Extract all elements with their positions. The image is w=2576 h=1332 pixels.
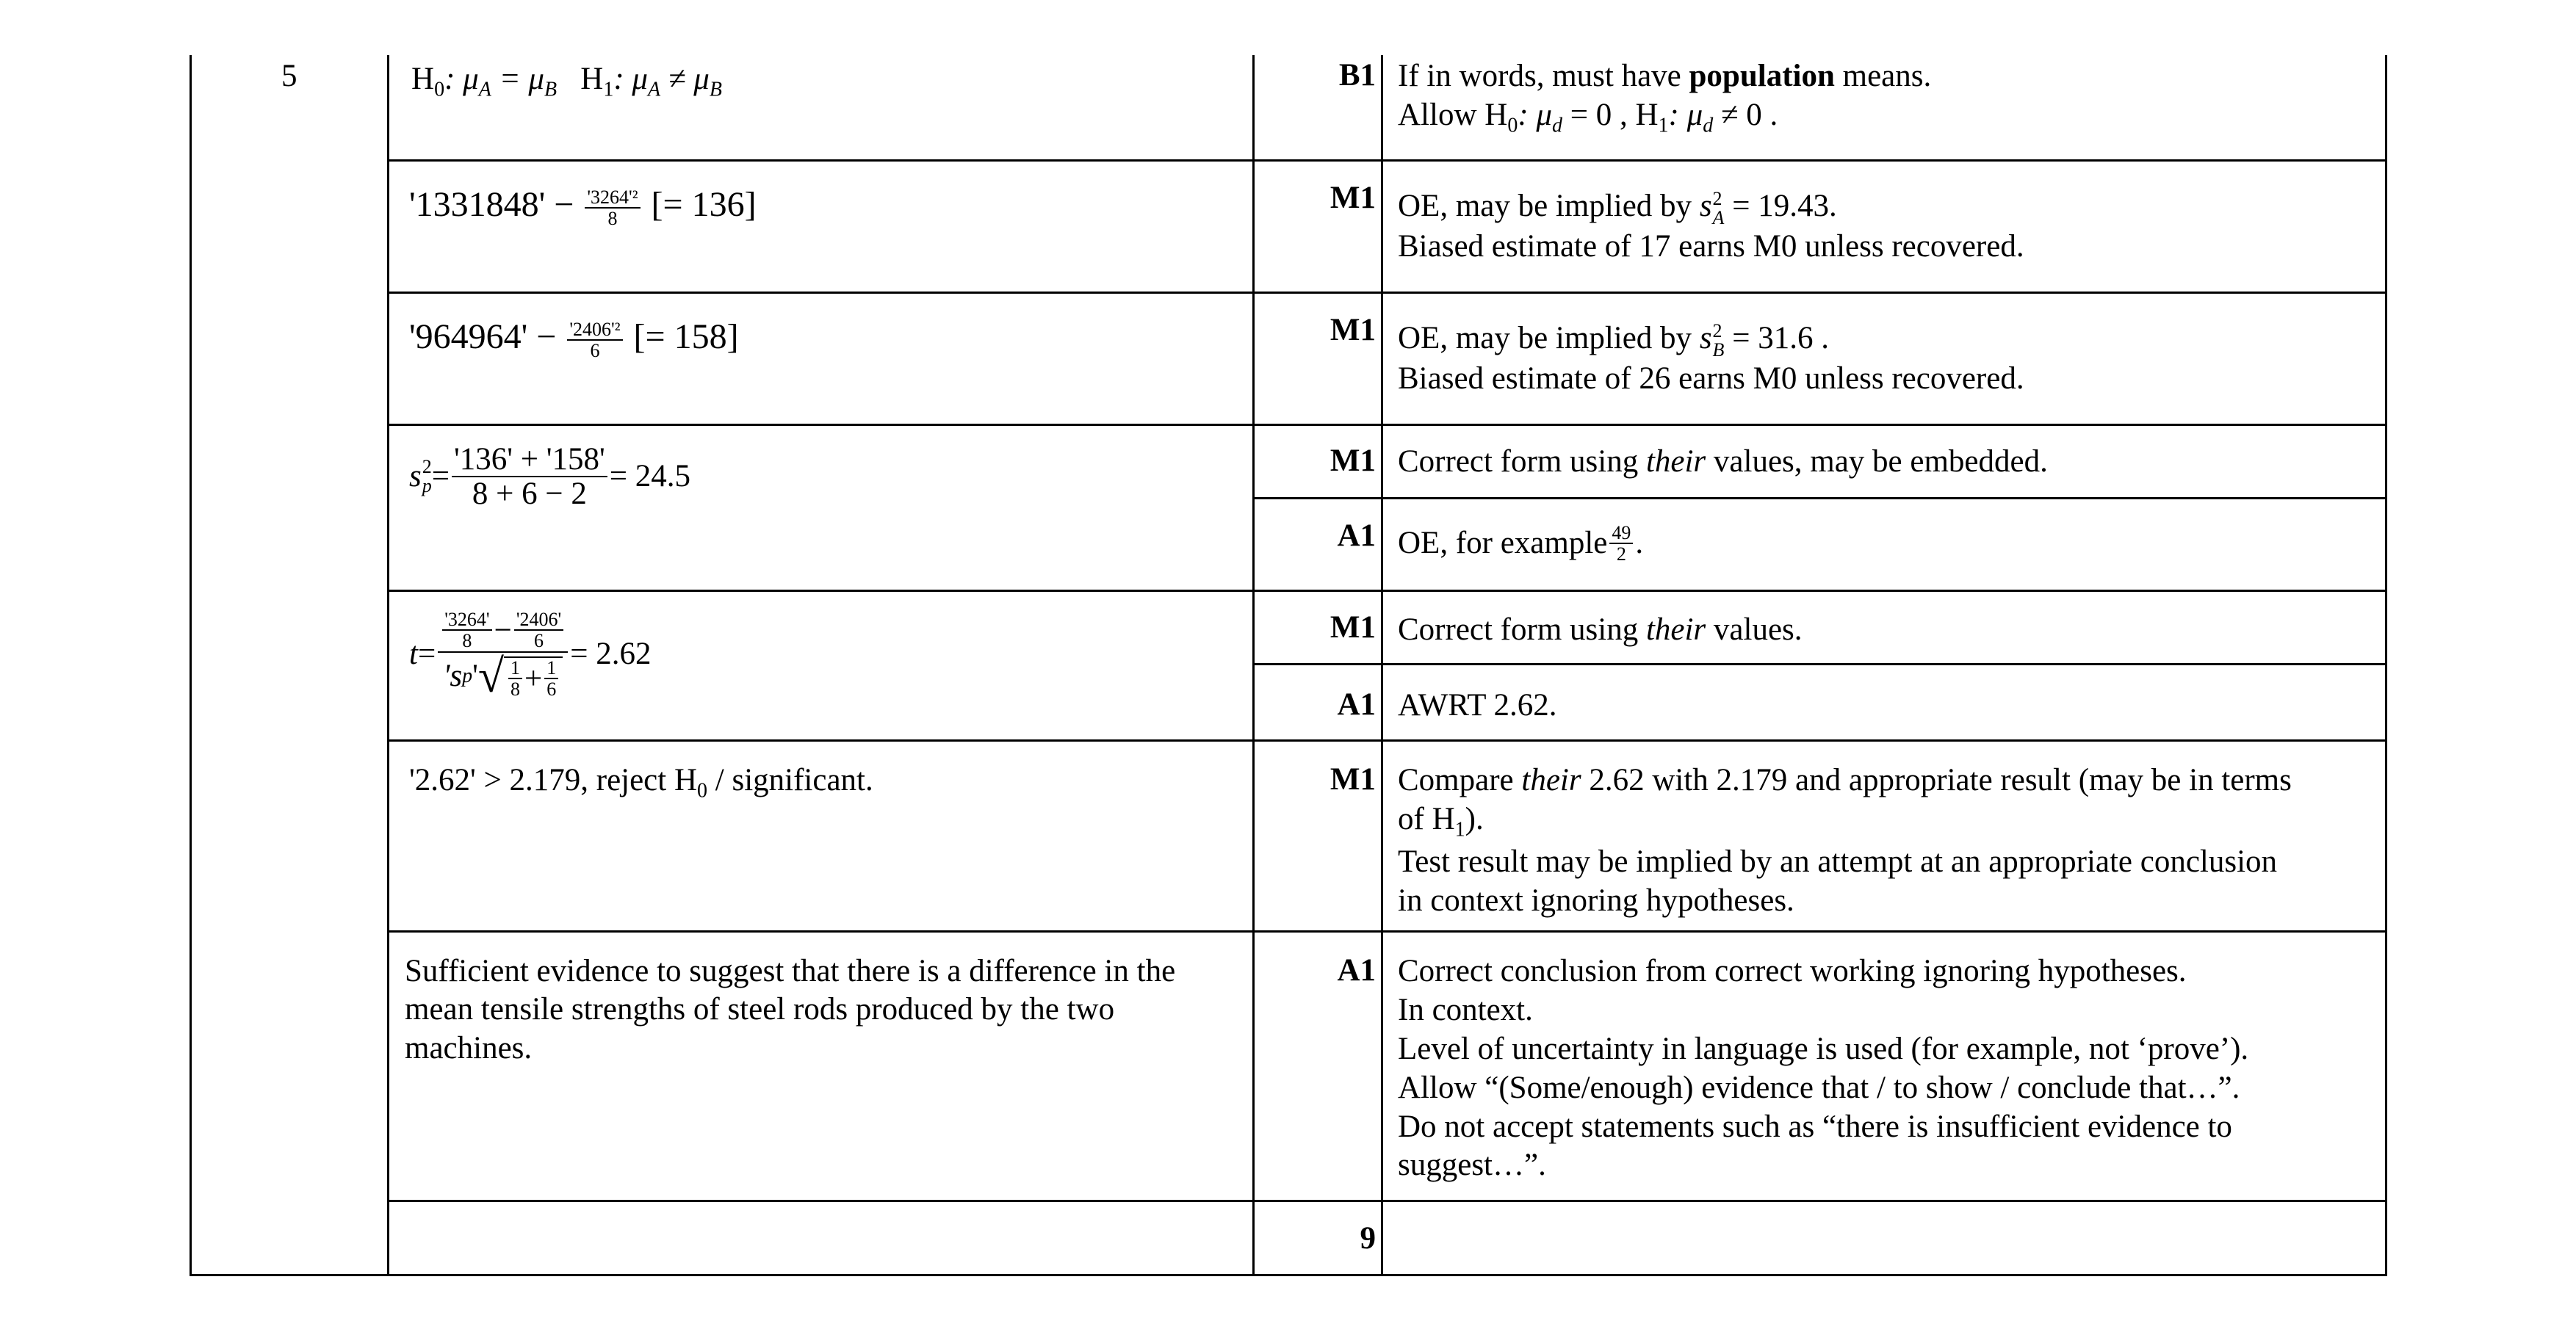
row-divider: [387, 930, 2387, 933]
row-divider: [387, 739, 2387, 742]
sub-row-divider: [1252, 497, 2387, 499]
mark-m1: M1: [1330, 444, 1376, 478]
answer-column-divider: [1252, 55, 1255, 1276]
mark-b1: B1: [1338, 58, 1376, 93]
guidance-t-value: AWRT 2.62.: [1398, 688, 1557, 723]
row-divider: [387, 590, 2387, 592]
guidance-line: Do not accept statements such as “there is insufficient evidence to: [1398, 1109, 2232, 1144]
guidance-pooled-form: Correct form using their values, may be embedded.: [1398, 444, 2048, 479]
guidance-line: of $H_1$).: [1398, 801, 1484, 841]
answer-line: mean tensile strengths of steel rods produced by the two: [405, 992, 1115, 1027]
mark-a1: A1: [1337, 518, 1376, 553]
guidance-conclusion: [1398, 952, 2248, 1185]
question-number: 5: [281, 59, 297, 93]
guidance-line: If in words, must have population means.: [1398, 59, 1932, 93]
guidance-line: OE, may be implied by s 2 B = 31.6 .: [1398, 320, 1829, 361]
guidance-t-form: Correct form using their values.: [1398, 612, 1803, 647]
guidance-line: Correct conclusion from correct working ignoring hypotheses.: [1398, 954, 2187, 988]
sub-row-divider: [1252, 663, 2387, 665]
row-divider: [387, 159, 2387, 162]
guidance-sxx-a: [1398, 187, 2024, 267]
row-divider: [387, 292, 2387, 294]
guidance-line: Test result may be implied by an attempt at an appropriate conclusion: [1398, 844, 2278, 879]
mark-a1: A1: [1337, 953, 1376, 988]
question-column-divider: [387, 55, 389, 1276]
guidance-line: In context.: [1398, 992, 1533, 1027]
answer-line: Sufficient evidence to suggest that there is a difference in the: [405, 954, 1176, 988]
guidance-sxx-b: [1398, 319, 2024, 399]
guidance-comparison: [1398, 761, 2292, 921]
guidance-pooled-value: OE, for example $\frac{49}{2}$ .: [1398, 522, 1644, 565]
guidance-hypotheses: [1398, 57, 1931, 139]
guidance-line: OE, may be implied by s 2 A = 19.43.: [1398, 188, 1837, 229]
mark-m1: M1: [1330, 313, 1376, 347]
mark-m1: M1: [1330, 762, 1376, 797]
answer-t-statistic: t = $\frac{'3264'}{8}$ − $\frac{'2406'}{6}$ 's p ' √ $\frac{1}{8}$ + $\frac{1}{6}$ = 2.62: [409, 609, 652, 702]
guidance-line: Level of uncertainty in language is used (for example, not ‘prove’).: [1398, 1031, 2249, 1066]
table-border-bottom: [190, 1274, 2387, 1276]
guidance-line: Biased estimate of 17 earns M0 unless recovered.: [1398, 229, 2024, 264]
guidance-line: Allow “(Some/enough) evidence that / to show / conclude that…”.: [1398, 1070, 2240, 1105]
answer-line: machines.: [405, 1030, 533, 1065]
table-border-right: [2385, 55, 2387, 1276]
guidance-line: Allow $H_0$: $\mu_d = 0$ , $H_1$: $\mu_d \ne 0$ .: [1398, 97, 1778, 137]
mark-m1: M1: [1330, 610, 1376, 645]
total-marks: 9: [1360, 1221, 1376, 1256]
answer-conclusion: [405, 952, 1175, 1068]
guidance-line: Compare their 2.62 with 2.179 and appropriate result (may be in terms: [1398, 763, 2292, 797]
mark-a1: A1: [1337, 687, 1376, 722]
guidance-line: suggest…”.: [1398, 1148, 1546, 1183]
mark-m1: M1: [1330, 181, 1376, 215]
answer-pooled-variance: s 2 p = $\frac{'136' + '158'}{8 + 6 - 2}$ = 24.5: [409, 442, 691, 512]
guidance-line: Biased estimate of 26 earns M0 unless recovered.: [1398, 361, 2024, 397]
answer-comparison: '2.62' > 2.179, reject $H_0$ / significant.: [409, 763, 873, 803]
row-divider: [387, 424, 2387, 426]
table-border-left: [190, 55, 192, 1276]
answer-sxx-b: '964964' − $\frac{\text{'2406'²}}{6}$ [= 158]: [409, 317, 739, 361]
answer-hypotheses: $H_0$: $\mu_A = \mu_B$ $H_1$: $\mu_A \ne \mu_B$: [411, 62, 722, 101]
row-divider: [387, 1200, 2387, 1202]
marks-column-divider: [1381, 55, 1383, 1276]
guidance-line: in context ignoring hypotheses.: [1398, 883, 1794, 918]
answer-sxx-a: '1331848' − $\frac{\text{'3264'²}}{8}$ [= 136]: [409, 185, 757, 229]
